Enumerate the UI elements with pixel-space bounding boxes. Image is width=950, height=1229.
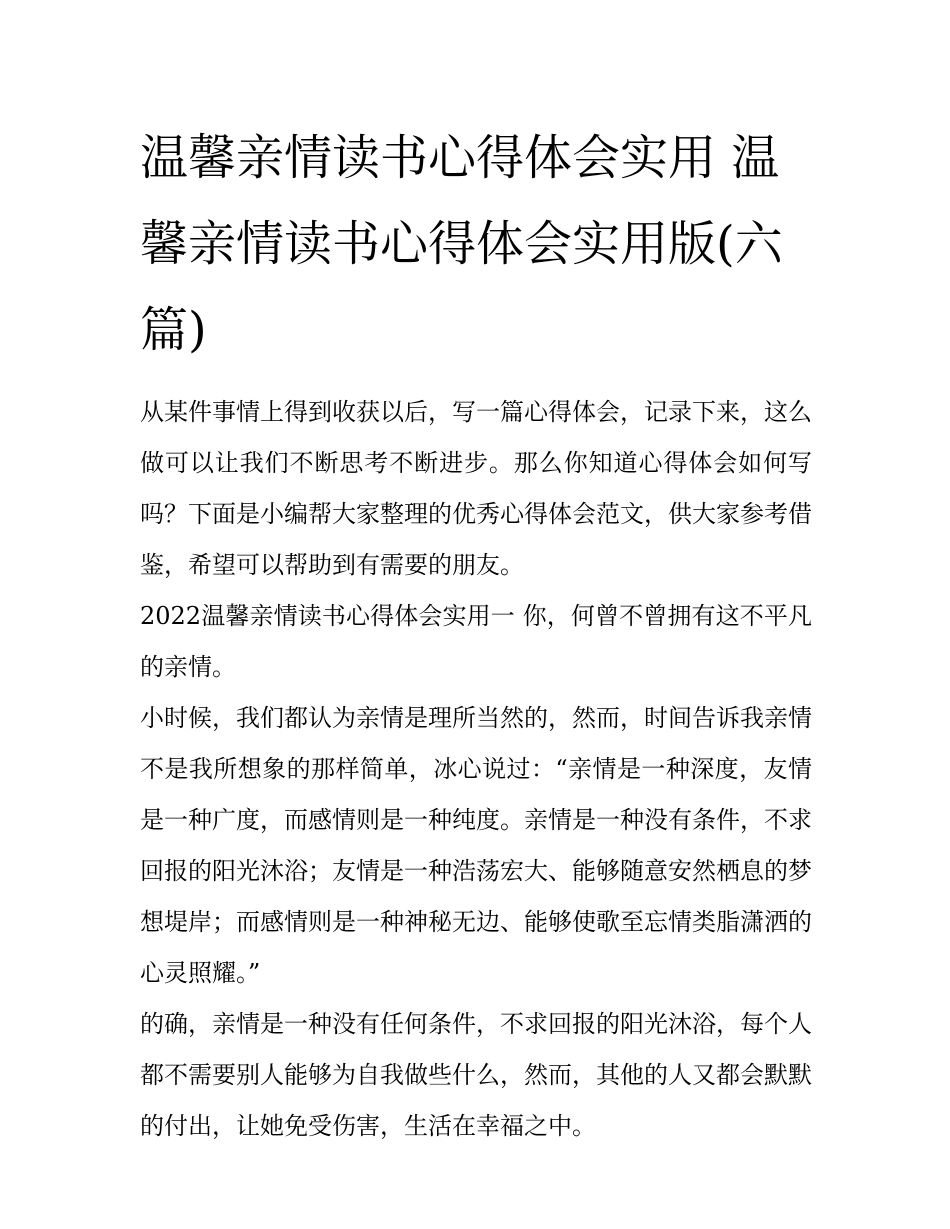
body-paragraph: 小时候，我们都认为亲情是理所当然的，然而，时间告诉我亲情不是我所想象的那样简单，冰心说过：“亲情是一种深度，友情是一种广度，而感情则是一种纯度。亲情是一种没有条件，不求回报的阳光沐浴；友情是一种浩荡宏大、能够随意安然栖息的梦想堤岸；而感情则是一种神秘无边、能够使歌至忘情类脂潇洒的心灵照耀。” xyxy=(140,704,812,987)
document-title: 温馨亲情读书心得体会实用 温馨亲情读书心得体会实用版(六篇) xyxy=(140,130,783,358)
intro-paragraph: 从某件事情上得到收获以后，写一篇心得体会，记录下来，这么做可以让我们不断思考不断进步。那么你知道心得体会如何写吗？下面是小编帮大家整理的优秀心得体会范文，供大家参考借鉴，希望可以帮助到有需要的朋友。 xyxy=(140,398,812,579)
document-content xyxy=(140,115,812,1152)
section-heading-paragraph: 2022温馨亲情读书心得体会实用一 你，何曾不曾拥有这不平凡的亲情。 xyxy=(140,602,812,681)
body-paragraph: 的确，亲情是一种没有任何条件，不求回报的阳光沐浴，每个人都不需要别人能够为自我做些什么，然而，其他的人又都会默默的付出，让她免受伤害，生活在幸福之中。 xyxy=(140,1010,812,1140)
